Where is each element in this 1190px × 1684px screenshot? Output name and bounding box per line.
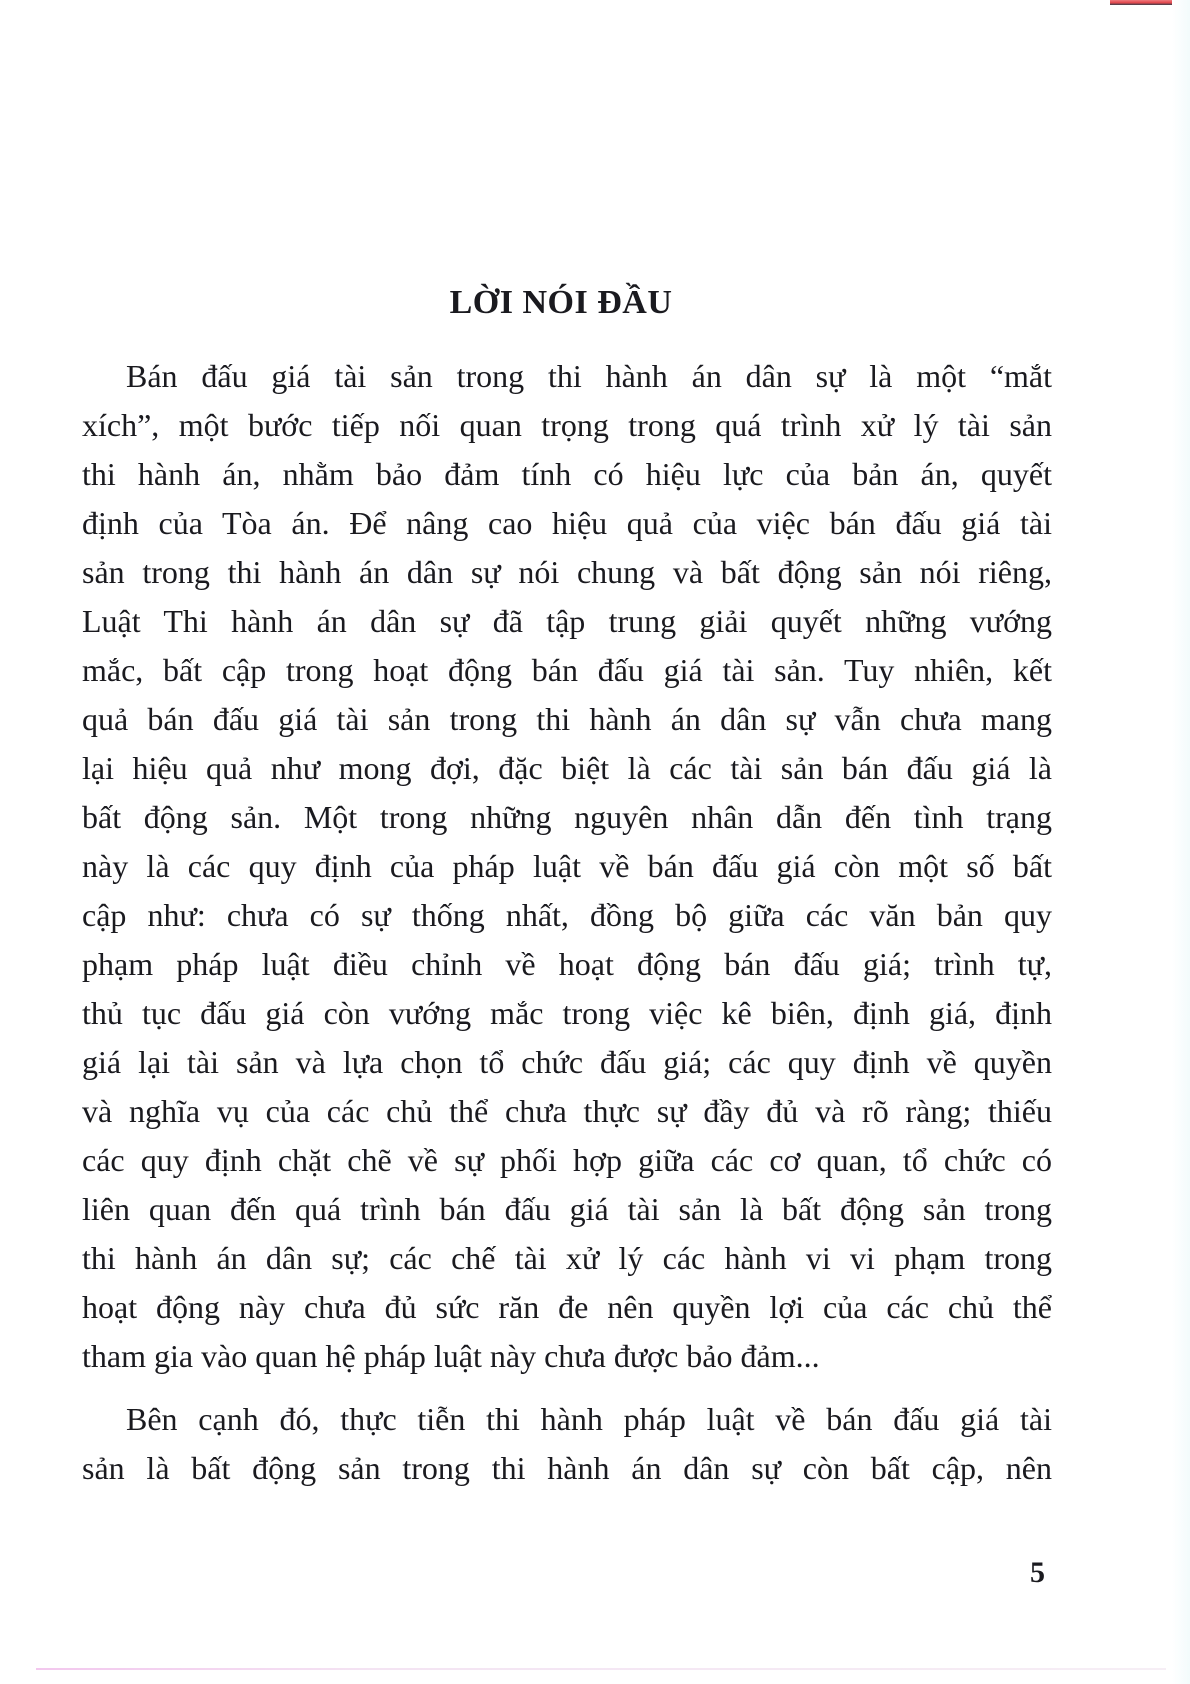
text-line: quả bán đấu giá tài sản trong thi hành án dân sự vẫn chưa mang [82,701,1052,737]
page-title: LỜI NÓI ĐẦU [449,284,673,321]
text-line: hoạt động này chưa đủ sức răn đe nên quyền lợi của các chủ thể [82,1289,1052,1325]
text-line: thi hành án dân sự; các chế tài xử lý các hành vi vi phạm trong [82,1240,1052,1276]
page-number: 5 [1030,1556,1045,1589]
text-line: định của Tòa án. Để nâng cao hiệu quả của việc bán đấu giá tài [82,505,1052,541]
text-line: phạm pháp luật điều chỉnh về hoạt động bán đấu giá; trình tự, [82,946,1052,982]
text-line: giá lại tài sản và lựa chọn tổ chức đấu giá; các quy định về quyền [82,1044,1052,1080]
text-line: mắc, bất cập trong hoạt động bán đấu giá tài sản. Tuy nhiên, kết [82,652,1052,688]
text-line: sản trong thi hành án dân sự nói chung và bất động sản nói riêng, [82,554,1052,590]
text-line: Bán đấu giá tài sản trong thi hành án dân sự là một “mắt [126,358,1052,394]
text-line: và nghĩa vụ của các chủ thể chưa thực sự đầy đủ và rõ ràng; thiếu [82,1093,1052,1129]
text-line: xích”, một bước tiếp nối quan trọng trong quá trình xử lý tài sản [82,407,1052,443]
text-line: Luật Thi hành án dân sự đã tập trung giải quyết những vướng [82,603,1052,639]
text-line: cập như: chưa có sự thống nhất, đồng bộ giữa các văn bản quy [82,897,1052,933]
text-line: các quy định chặt chẽ về sự phối hợp giữa các cơ quan, tổ chức có [82,1142,1052,1178]
paragraph-spacing [82,1381,1052,1395]
paragraph-1 [82,352,1052,1381]
text-line: này là các quy định của pháp luật về bán đấu giá còn một số bất [82,848,1052,884]
text-line: thi hành án, nhằm bảo đảm tính có hiệu lực của bản án, quyết [82,456,1052,492]
text-line: lại hiệu quả như mong đợi, đặc biệt là các tài sản bán đấu giá là [82,750,1052,786]
body-text [82,352,1052,1493]
text-line: liên quan đến quá trình bán đấu giá tài sản là bất động sản trong [82,1191,1052,1227]
text-line: Bên cạnh đó, thực tiễn thi hành pháp luật về bán đấu giá tài [126,1401,1052,1437]
paragraph-2 [82,1395,1052,1493]
text-line: tham gia vào quan hệ pháp luật này chưa được bảo đảm... [82,1338,820,1374]
text-line: bất động sản. Một trong những nguyên nhân dẫn đến tình trạng [82,799,1052,835]
text-line: thủ tục đấu giá còn vướng mắc trong việc kê biên, định giá, định [82,995,1052,1031]
text-line: sản là bất động sản trong thi hành án dân sự còn bất cập, nên [82,1450,1052,1486]
